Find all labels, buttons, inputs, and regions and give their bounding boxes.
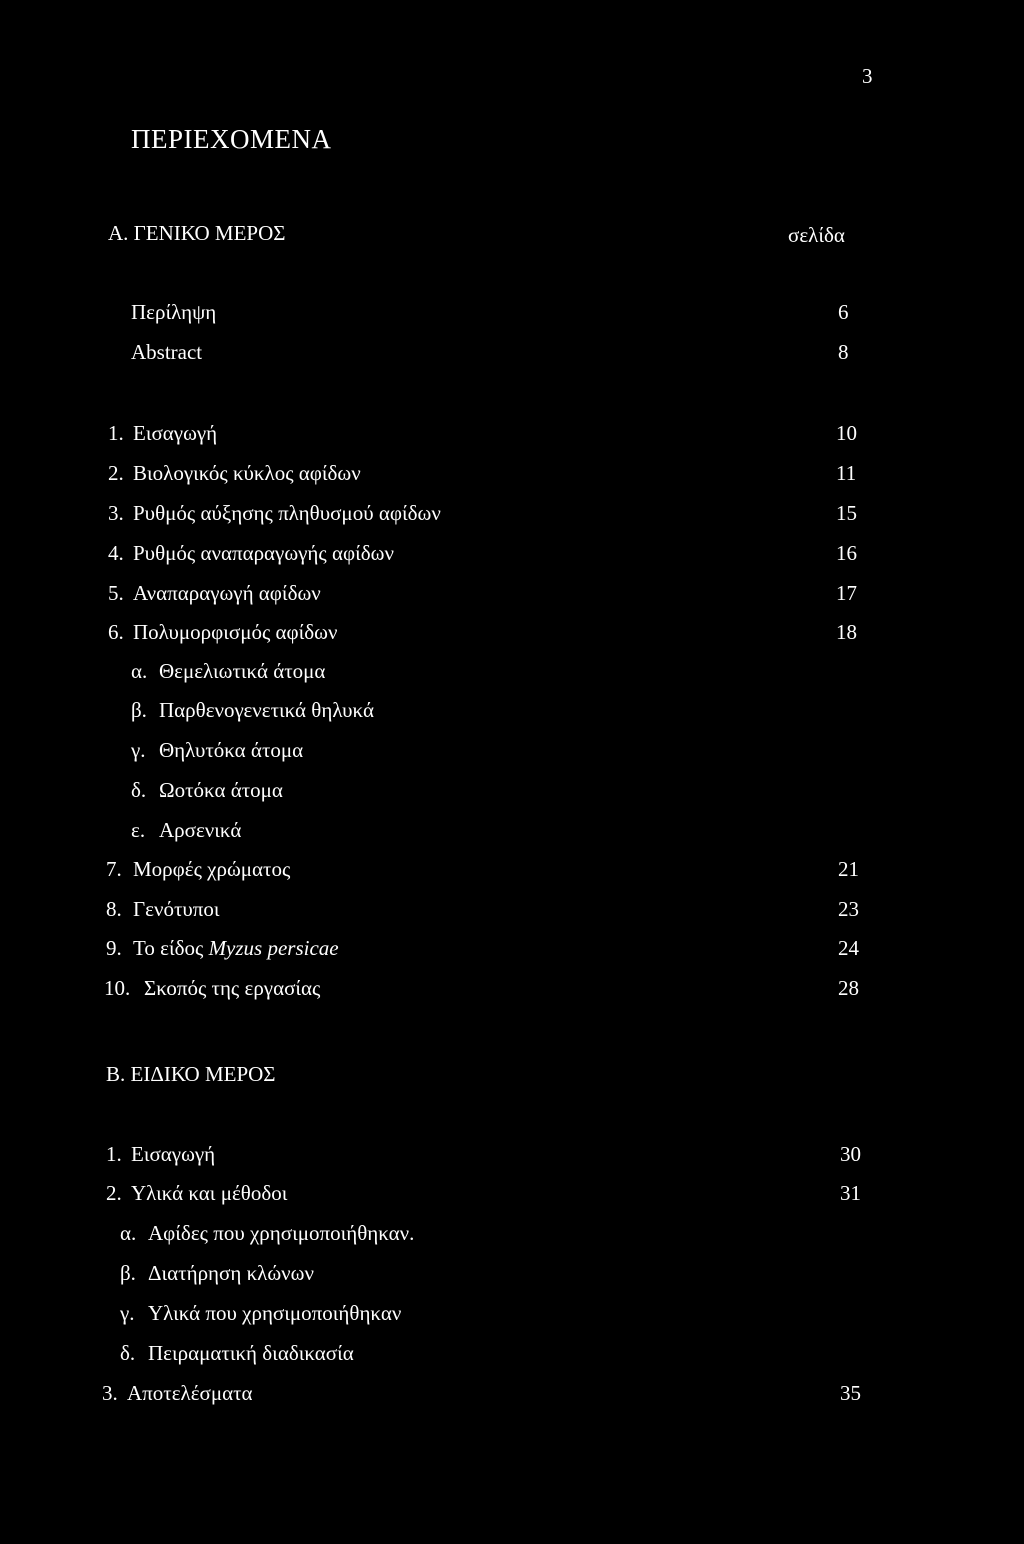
- toc-entry[interactable]: [0, 461, 1024, 491]
- toc-entry-page: 23: [838, 897, 859, 921]
- toc-entry-label: Θηλυτόκα άτομα: [159, 738, 304, 762]
- toc-entry-number: 6.: [108, 620, 124, 644]
- toc-entry-label: Γενότυποι: [133, 897, 220, 921]
- toc-entry-label: Αρσενικά: [159, 818, 242, 842]
- toc-entry-number: β.: [120, 1261, 136, 1285]
- toc-subentry[interactable]: [0, 1341, 1024, 1371]
- toc-subentry[interactable]: [0, 1261, 1024, 1291]
- toc-entry-label: Μορφές χρώματος: [133, 857, 291, 881]
- toc-entry-number: δ.: [131, 778, 147, 802]
- toc-entry-page: 28: [838, 976, 859, 1000]
- toc-entry-page: 6: [838, 300, 849, 324]
- toc-entry-label: Abstract: [131, 340, 203, 364]
- toc-entry[interactable]: [0, 1381, 1024, 1411]
- toc-entry-page: 15: [836, 501, 857, 525]
- section-b-heading: Β. ΕΙΔΙΚΟ ΜΕΡΟΣ: [106, 1062, 276, 1086]
- toc-entry[interactable]: [0, 581, 1024, 611]
- toc-entry-page: 35: [840, 1381, 861, 1405]
- toc-subentry[interactable]: [0, 659, 1024, 689]
- toc-subentry[interactable]: [0, 1221, 1024, 1251]
- toc-entry-number: 10.: [104, 976, 131, 1000]
- toc-entry[interactable]: [0, 936, 1024, 966]
- toc-entry-label: Θεμελιωτικά άτομα: [159, 659, 326, 683]
- toc-entry-label: Αποτελέσματα: [127, 1381, 253, 1405]
- toc-entry-number: 8.: [106, 897, 122, 921]
- toc-entry-page: 18: [836, 620, 857, 644]
- toc-entry-number: 3.: [108, 501, 124, 525]
- toc-entry-label: Διατήρηση κλώνων: [148, 1261, 314, 1285]
- toc-entry-number: α.: [131, 659, 148, 683]
- toc-entry-label: Ωοτόκα άτομα: [159, 778, 283, 802]
- toc-entry-label: [133, 936, 339, 961]
- section-a-heading: Α. ΓΕΝΙΚΟ ΜΕΡΟΣ: [108, 221, 286, 245]
- toc-entry-label: Πολυμορφισμός αφίδων: [133, 620, 338, 644]
- toc-entry-number: α.: [120, 1221, 137, 1245]
- page-column-header: σελίδα: [788, 223, 845, 247]
- toc-entry-label: Περίληψη: [131, 300, 217, 324]
- toc-entry-number: 1.: [108, 421, 124, 445]
- toc-entry-number: γ.: [131, 738, 146, 762]
- toc-entry[interactable]: [0, 501, 1024, 531]
- toc-entry-label: Υλικά που χρησιμοποιήθηκαν: [148, 1301, 402, 1325]
- toc-entry-page: 21: [838, 857, 859, 881]
- toc-entry-label: Ρυθμός αύξησης πληθυσμού αφίδων: [133, 501, 441, 525]
- toc-entry-page: 11: [836, 461, 857, 485]
- toc-subentry[interactable]: [0, 1301, 1024, 1331]
- toc-entry-label: Εισαγωγή: [131, 1142, 216, 1166]
- toc-entry-page: 8: [838, 340, 849, 364]
- toc-entry-label-text: Το είδος: [133, 936, 204, 960]
- toc-entry-number: δ.: [120, 1341, 136, 1365]
- toc-entry-label: Ρυθμός αναπαραγωγής αφίδων: [133, 541, 394, 565]
- toc-entry-number: 2.: [108, 461, 124, 485]
- toc-entry-number: 3.: [102, 1381, 118, 1405]
- toc-subentry[interactable]: [0, 818, 1024, 848]
- toc-entry[interactable]: [0, 857, 1024, 887]
- toc-entry-label: Βιολογικός κύκλος αφίδων: [133, 461, 361, 485]
- toc-entry-number: 5.: [108, 581, 124, 605]
- species-name: Myzus persicae: [208, 936, 339, 960]
- toc-entry-label: Αφίδες που χρησιμοποιήθηκαν.: [148, 1221, 415, 1245]
- toc-subentry[interactable]: [0, 738, 1024, 768]
- toc-entry-page: 30: [840, 1142, 861, 1166]
- toc-entry-number: 1.: [106, 1142, 122, 1166]
- toc-entry-number: ε.: [131, 818, 146, 842]
- toc-entry-label: Υλικά και μέθοδοι: [131, 1181, 288, 1205]
- toc-entry[interactable]: [0, 976, 1024, 1006]
- document-title: ΠΕΡΙΕΧΟΜΕΝΑ: [131, 124, 332, 154]
- toc-entry-label: Αναπαραγωγή αφίδων: [133, 581, 321, 605]
- toc-entry[interactable]: [0, 541, 1024, 571]
- toc-entry[interactable]: [0, 897, 1024, 927]
- toc-entry[interactable]: [0, 1181, 1024, 1211]
- toc-entry-label: Πειραματική διαδικασία: [148, 1341, 354, 1365]
- toc-entry-number: β.: [131, 698, 147, 722]
- toc-entry-label: Παρθενογενετικά θηλυκά: [159, 698, 374, 722]
- toc-entry-number: 4.: [108, 541, 124, 565]
- toc-entry-label: Εισαγωγή: [133, 421, 218, 445]
- toc-entry-number: 2.: [106, 1181, 122, 1205]
- toc-entry[interactable]: [0, 340, 1024, 370]
- toc-entry[interactable]: [0, 421, 1024, 451]
- toc-entry-page: 17: [836, 581, 857, 605]
- toc-entry-number: γ.: [120, 1301, 135, 1325]
- toc-entry-page: 31: [840, 1181, 861, 1205]
- page-number: 3: [862, 64, 873, 88]
- toc-subentry[interactable]: [0, 698, 1024, 728]
- toc-entry[interactable]: [0, 300, 1024, 330]
- toc-entry-number: 7.: [106, 857, 122, 881]
- toc-entry-page: 24: [838, 936, 859, 960]
- toc-entry-number: 9.: [106, 936, 122, 960]
- toc-entry-page: 16: [836, 541, 857, 565]
- toc-entry[interactable]: [0, 620, 1024, 650]
- toc-entry-label: Σκοπός της εργασίας: [144, 976, 321, 1000]
- toc-entry-page: 10: [836, 421, 857, 445]
- toc-entry[interactable]: [0, 1142, 1024, 1172]
- toc-subentry[interactable]: [0, 778, 1024, 808]
